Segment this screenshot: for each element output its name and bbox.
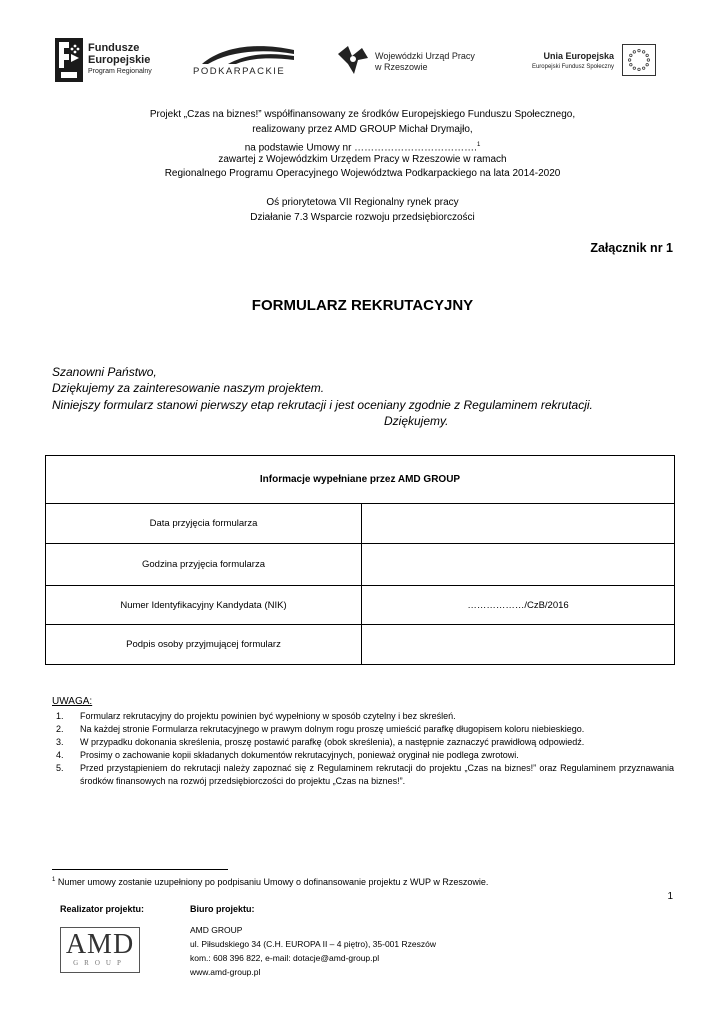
table-row — [46, 625, 674, 664]
date-received-field[interactable] — [362, 503, 674, 543]
table-row — [46, 586, 674, 625]
annex-label: Załącznik nr 1 — [590, 241, 673, 255]
fundusze-europejskie-logo-icon — [55, 38, 83, 82]
footnote: $^1$ Numer umowy zostanie uzupełniony po podpisaniu Umowy o dofinansowanie projektu z WUP w Rzeszowie. — [52, 877, 489, 887]
notes-list — [52, 710, 674, 788]
company-name: AMD GROUP — [190, 925, 243, 935]
wup-label: Wojewódzki Urząd Pracy w Rzeszowie — [375, 51, 475, 72]
greeting-line-1: Szanowni Państwo, — [52, 365, 157, 379]
signature-field[interactable] — [362, 625, 674, 664]
project-line-5: Regionalnego Programu Operacyjnego Województwa Podkarpackiego na lata 2014-2020 — [164, 168, 561, 179]
greeting-line-2: Dziękujemy za zainteresowanie naszym projektem. — [52, 381, 325, 395]
fundusze-europejskie-title: Fundusze Europejskie — [88, 42, 151, 66]
row-label: Data przyjęcia formularza — [46, 503, 362, 543]
office-use-table — [45, 455, 675, 665]
biuro-label: Biuro projektu: — [190, 904, 255, 914]
table-header: Informacje wypełniane przez AMD GROUP — [46, 456, 674, 504]
unia-europejska-title: Unia Europejska — [543, 51, 614, 61]
notes-title: UWAGA: — [52, 696, 93, 707]
podkarpackie-label: PODKARPACKIE — [193, 66, 286, 77]
time-received-field[interactable] — [362, 544, 674, 585]
project-line-3: na podstawie Umowy nr ……………………………….$^1$ — [244, 142, 481, 154]
row-label: Podpis osoby przyjmującej formularz — [46, 625, 362, 664]
greeting-line-4: Dziękujemy. — [384, 414, 449, 428]
nik-field[interactable]: ………………/CzB/2016 — [467, 599, 569, 611]
table-row — [46, 544, 674, 586]
project-line-2: realizowany przez AMD GROUP Michał Drymajło, — [252, 124, 473, 135]
list-item: 4. Prosimy o zachowanie kopii składanych dokumentów rekrutacyjnych, ponieważ oryginał nie podlega zwrotowi. — [56, 750, 519, 760]
efs-label: Europejski Fundusz Społeczny — [531, 64, 614, 70]
office-address — [190, 923, 436, 979]
greeting-line-3: Niniejszy formularz stanowi pierwszy etap rekrutacji i jest oceniany zgodnie z Regulaminem rekrutacji. — [52, 398, 593, 412]
page-number: 1 — [667, 891, 673, 902]
project-line-1: Projekt „Czas na biznes!” współfinansowany ze środków Europejskiego Funduszu Społecznego, — [149, 109, 576, 120]
priority-axis: Oś priorytetowa VII Regionalny rynek pracy — [266, 197, 459, 208]
list-item: 3. W przypadku dokonania skreślenia, proszę postawić parafkę (obok skreślenia), a następnie zaznaczyć prawidłową odpowiedź. — [56, 737, 585, 747]
action-line: Działanie 7.3 Wsparcie rozwoju przedsiębiorczości — [250, 212, 475, 223]
row-label: Numer Identyfikacyjny Kandydata (NIK) — [46, 586, 362, 624]
street-address: ul. Piłsudskiego 34 (C.H. EUROPA II – 4 piętro), 35-001 Rzeszów — [190, 939, 436, 949]
podkarpackie-logo-icon — [198, 44, 298, 66]
table-row — [46, 503, 674, 544]
wup-logo-icon — [336, 44, 370, 80]
list-item: 5. Przed przystąpieniem do rekrutacji należy zapoznać się z Regulaminem rekrutacji do projektu „Czas na biznes!” oraz Regulaminem przyznawania środków finansowych na rozwój przedsiębiorczości do projektu „Czas na biznes!”. — [56, 763, 674, 786]
amd-group-logo: AMD GROUP — [60, 927, 140, 973]
realizator-label: Realizator projektu: — [60, 904, 145, 914]
list-item: 2. Na każdej stronie Formularza rekrutacyjnego w prawym dolnym rogu proszę umieścić parafkę długopisem koloru niebieskiego. — [56, 724, 585, 734]
list-item: 1. Formularz rekrutacyjny do projektu powinien być wypełniony w sposób czytelny i bez skreśleń. — [56, 711, 456, 721]
page-title: FORMULARZ REKRUTACYJNY — [251, 297, 474, 314]
contact-info: kom.: 608 396 822, e-mail: dotacje@amd-group.pl — [190, 953, 380, 963]
eu-flag-icon — [622, 44, 656, 76]
project-line-4: zawartej z Wojewódzkim Urzędem Pracy w Rzeszowie w ramach — [218, 154, 507, 165]
footnote-divider — [52, 869, 228, 870]
program-regionalny-label: Program Regionalny — [88, 68, 152, 75]
website-link[interactable]: www.amd-group.pl — [190, 967, 261, 977]
row-label: Godzina przyjęcia formularza — [46, 544, 362, 585]
